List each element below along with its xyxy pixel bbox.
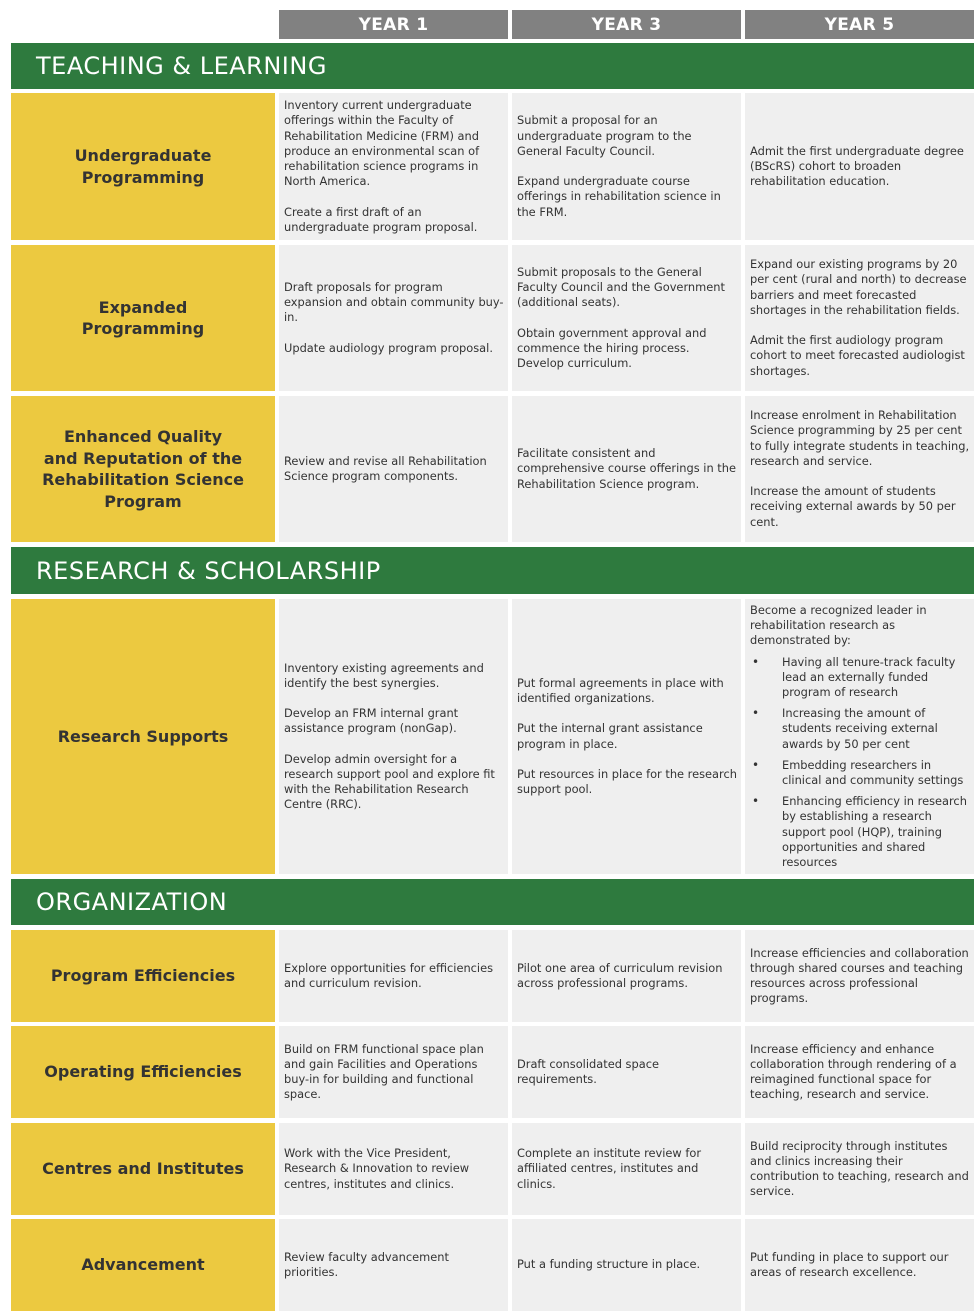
section-research-scholarship: RESEARCH & SCHOLARSHIP bbox=[11, 547, 974, 594]
cell-text: Facilitate consistent and comprehensive course offerings in the Rehabilitation Science program. bbox=[517, 446, 736, 491]
cell-text: Increase the amount of students receiving external awards by 50 per cent. bbox=[750, 484, 956, 529]
cell-text: Review and revise all Rehabilitation Science program components. bbox=[284, 453, 487, 483]
cell-text: Expand undergraduate course offerings in rehabilitation science in the FRM. bbox=[517, 174, 721, 219]
cell-text: Become a recognized leader in rehabilitation research as demonstrated by: bbox=[750, 603, 927, 648]
row-label-expanded-programming: Expanded Programming bbox=[11, 245, 275, 391]
cell-quality-year5 bbox=[745, 396, 974, 542]
cell-text: Submit proposals to the General Faculty Council and the Government (additional seats). bbox=[517, 264, 725, 310]
row-label-research-supports: Research Supports bbox=[11, 599, 275, 874]
cell-research-year1 bbox=[279, 599, 508, 874]
year-1-header: YEAR 1 bbox=[279, 10, 508, 39]
cell-operating-eff-year1 bbox=[279, 1026, 508, 1118]
cell-undergraduate-year3 bbox=[512, 93, 741, 240]
list-item: • Having all tenure-track faculty lead an externally funded program of research bbox=[750, 655, 970, 701]
section-organization: ORGANIZATION bbox=[11, 879, 974, 925]
cell-text: Inventory existing agreements and identify the best synergies. bbox=[284, 660, 484, 690]
cell-text: Admit the first audiology program cohort to meet forecasted audiologist shortages. bbox=[750, 333, 965, 378]
cell-research-year5 bbox=[745, 599, 974, 874]
row-label-undergraduate-programming: Undergraduate Programming bbox=[11, 93, 275, 240]
cell-advancement-year5 bbox=[745, 1219, 974, 1311]
bullet-list bbox=[750, 655, 970, 871]
cell-text: Complete an institute review for affiliated centres, institutes and clinics. bbox=[517, 1146, 702, 1191]
year-3-header: YEAR 3 bbox=[512, 10, 741, 39]
cell-text: Increase efficiency and enhance collaboration through rendering of a reimagined functional space for teaching, research and service. bbox=[750, 1041, 957, 1102]
row-label-operating-efficiencies: Operating Efficiencies bbox=[11, 1026, 275, 1118]
cell-expanded-year3 bbox=[512, 245, 741, 391]
list-item: • Enhancing efficiency in research by establishing a research support pool (HQP), training opportunities and shared resources bbox=[750, 794, 970, 870]
cell-quality-year1 bbox=[279, 396, 508, 542]
row-label-centres-institutes: Centres and Institutes bbox=[11, 1123, 275, 1215]
row-label-enhanced-quality: Enhanced Quality and Reputation of the Rehabilitation Science Program bbox=[11, 396, 275, 542]
cell-text: Inventory current undergraduate offerings within the Faculty of Rehabilitation Medicine (FRM) and produce an environmental scan of rehabilitation science programs in North America. bbox=[284, 98, 480, 189]
cell-expanded-year5 bbox=[745, 245, 974, 391]
cell-text: Create a first draft of an undergraduate program proposal. bbox=[284, 204, 478, 234]
cell-text: Increase efficiencies and collaboration through shared courses and teaching resources across professional programs. bbox=[750, 945, 969, 1006]
cell-research-year3 bbox=[512, 599, 741, 874]
cell-text: Put the internal grant assistance program in place. bbox=[517, 721, 703, 751]
cell-undergraduate-year1 bbox=[279, 93, 508, 240]
cell-text: Work with the Vice President, Research & Innovation to review centres, institutes and clinics. bbox=[284, 1146, 470, 1191]
list-item: • Increasing the amount of students receiving external awards by 50 per cent bbox=[750, 706, 970, 752]
cell-text: Update audiology program proposal. bbox=[284, 340, 493, 355]
cell-program-eff-year1 bbox=[279, 930, 508, 1022]
cell-text: Obtain government approval and commence the hiring process. Develop curriculum. bbox=[517, 325, 707, 370]
cell-undergraduate-year5 bbox=[745, 93, 974, 240]
cell-text: Draft consolidated space requirements. bbox=[517, 1056, 659, 1086]
cell-operating-eff-year3 bbox=[512, 1026, 741, 1118]
cell-text: Develop an FRM internal grant assistance program (nonGap). bbox=[284, 706, 459, 736]
cell-program-eff-year5 bbox=[745, 930, 974, 1022]
cell-text: Admit the first undergraduate degree (BScRS) cohort to broaden rehabilitation education. bbox=[750, 143, 964, 189]
cell-text: Increase enrolment in Rehabilitation Science programming by 25 per cent to fully integrate students in teaching, research and service. bbox=[750, 408, 970, 468]
cell-text: Build on FRM functional space plan and gain Facilities and Operations buy-in for building and functional space. bbox=[284, 1041, 484, 1102]
cell-text: Explore opportunities for efficiencies and curriculum revision. bbox=[284, 960, 494, 990]
cell-advancement-year3 bbox=[512, 1219, 741, 1311]
cell-text: Build reciprocity through institutes and clinics increasing their contribution to teaching, research and service. bbox=[750, 1138, 969, 1199]
cell-text: Put a funding structure in place. bbox=[517, 1257, 701, 1272]
cell-text: Put formal agreements in place with identified organizations. bbox=[517, 675, 724, 705]
cell-program-eff-year3 bbox=[512, 930, 741, 1022]
cell-centres-year5 bbox=[745, 1123, 974, 1215]
cell-expanded-year1 bbox=[279, 245, 508, 391]
cell-text: Pilot one area of curriculum revision across professional programs. bbox=[517, 960, 723, 990]
row-label-program-efficiencies: Program Efficiencies bbox=[11, 930, 275, 1022]
cell-text: Review faculty advancement priorities. bbox=[284, 1249, 449, 1279]
cell-centres-year1 bbox=[279, 1123, 508, 1215]
cell-text: Put resources in place for the research support pool. bbox=[517, 766, 737, 797]
cell-text: Expand our existing programs by 20 per cent (rural and north) to decrease barriers and meet forecasted shortages in the rehabilitation fields. bbox=[750, 257, 967, 317]
section-teaching-learning: TEACHING & LEARNING bbox=[11, 43, 974, 89]
cell-text: Develop admin oversight for a research support pool and explore fit with the Rehabilitation Research Centre (RRC). bbox=[284, 751, 495, 812]
cell-operating-eff-year5 bbox=[745, 1026, 974, 1118]
cell-advancement-year1 bbox=[279, 1219, 508, 1311]
cell-text: Put funding in place to support our areas of research excellence. bbox=[750, 1249, 949, 1279]
row-label-advancement: Advancement bbox=[11, 1219, 275, 1311]
year-5-header: YEAR 5 bbox=[745, 10, 974, 39]
cell-quality-year3 bbox=[512, 396, 741, 542]
cell-text: Submit a proposal for an undergraduate program to the General Faculty Council. bbox=[517, 113, 692, 158]
list-item: • Embedding researchers in clinical and community settings bbox=[750, 758, 970, 788]
cell-text: Draft proposals for program expansion and obtain community buy-in. bbox=[284, 280, 504, 325]
cell-centres-year3 bbox=[512, 1123, 741, 1215]
